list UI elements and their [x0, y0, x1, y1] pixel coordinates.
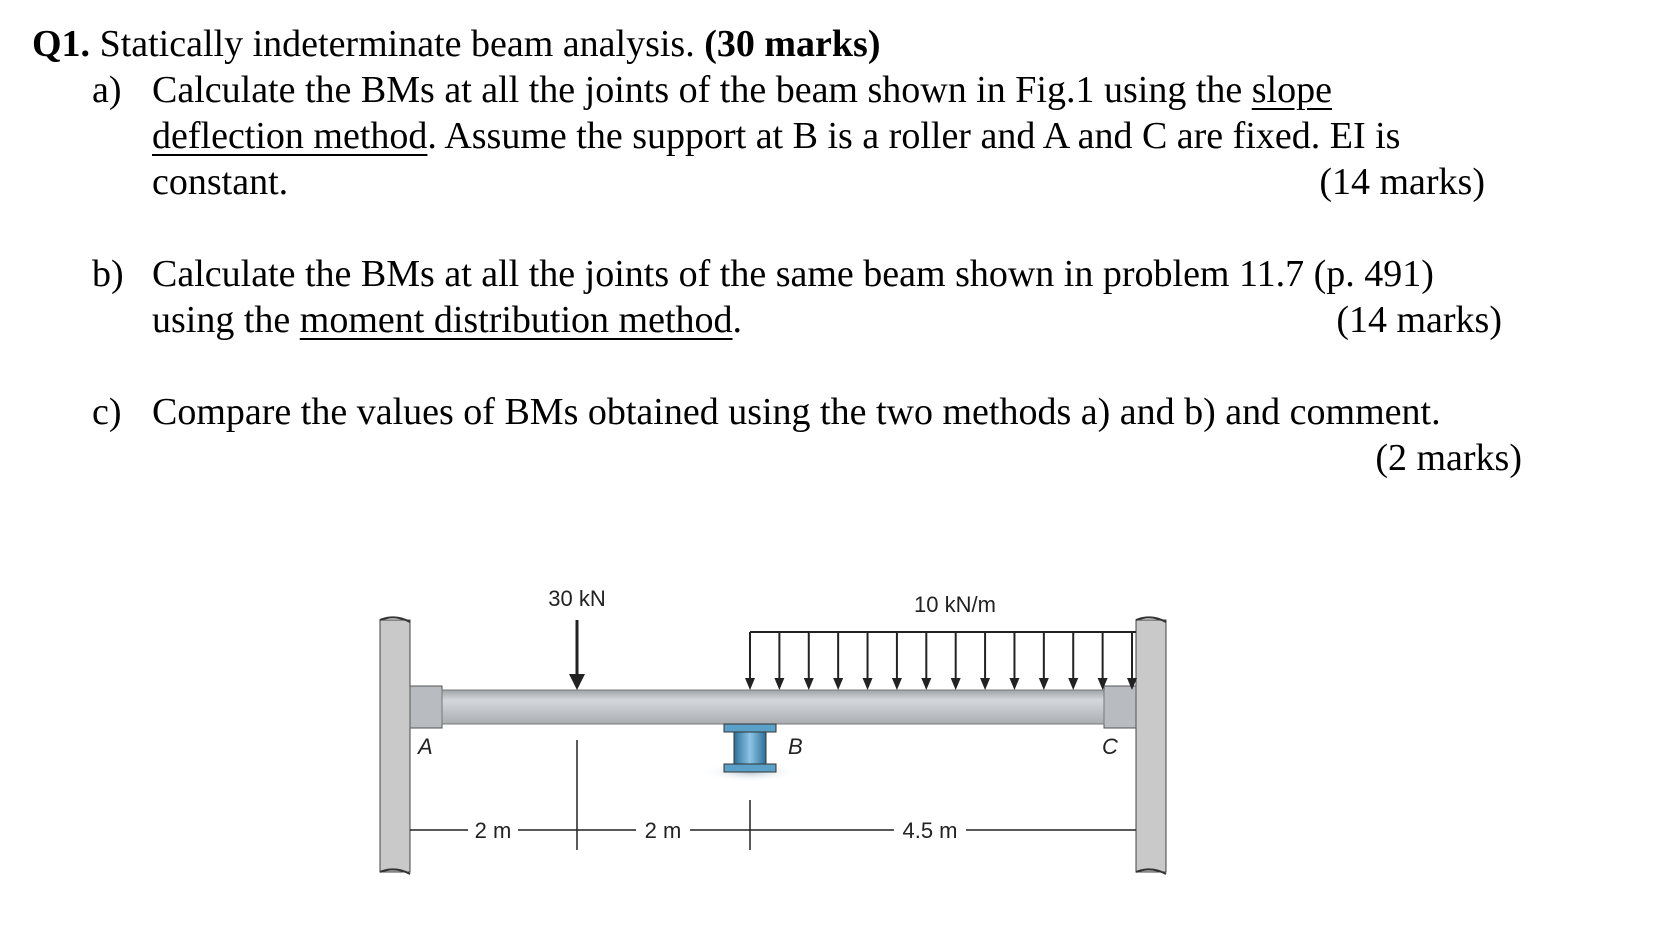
part-b-line1: Calculate the BMs at all the joints of the same beam shown in problem 11.7 (p. 491) — [152, 253, 1434, 295]
part-a-method-link2: deflection method — [152, 115, 428, 157]
part-b-method-link: moment distribution method — [299, 299, 733, 341]
part-c-line1: Compare the values of BMs obtained using the two methods a) and b) and comment. — [152, 391, 1441, 433]
question-marks: (30 marks) — [704, 23, 881, 65]
support-b-label: B — [788, 734, 803, 759]
support-a-label: A — [418, 734, 433, 759]
udl-arrow-head — [774, 678, 784, 690]
part-b-text3: . — [732, 299, 743, 341]
dimension-label-3: 4.5 m — [902, 818, 958, 843]
fixed-support-a — [380, 617, 442, 874]
udl-arrow-head — [892, 678, 902, 690]
part-c-label: c) — [92, 391, 122, 433]
part-a-line3: constant. — [152, 161, 289, 203]
udl-arrow-head — [745, 678, 755, 690]
support-c-label: C — [1102, 734, 1118, 759]
dimension-lines — [410, 740, 1136, 850]
part-b-marks: (14 marks) — [1336, 299, 1502, 341]
udl-arrow-head — [833, 678, 843, 690]
udl-arrow-head — [980, 678, 990, 690]
part-a-text2: . Assume the support at B is a roller and A and C are fixed. EI is — [427, 115, 1401, 157]
udl-arrow-head — [1068, 678, 1078, 690]
part-b-line2 — [152, 298, 742, 342]
part-a-marks: (14 marks) — [1319, 161, 1485, 203]
udl-arrow-head — [1009, 678, 1019, 690]
point-load-label: 30 kN — [548, 586, 606, 611]
question-title — [32, 22, 880, 66]
point-load-arrow — [569, 620, 585, 690]
dimension-label-2: 2 m — [644, 818, 682, 843]
udl-arrow-head — [863, 678, 873, 690]
part-a-line2 — [152, 114, 1400, 158]
part-b-text2: using the — [152, 299, 300, 341]
part-a-method-link1: slope — [1251, 69, 1332, 111]
question-title-text: Statically indeterminate beam analysis. — [99, 23, 695, 65]
part-b-label: b) — [92, 253, 124, 295]
udl-arrow-head — [804, 678, 814, 690]
roller-support-b — [702, 724, 798, 782]
beam — [442, 690, 1104, 724]
part-c-marks: (2 marks) — [1375, 437, 1522, 479]
part-a-line1 — [152, 68, 1332, 112]
question-number: Q1. — [32, 23, 91, 65]
udl-arrow-head — [951, 678, 961, 690]
udl-arrow-head — [1039, 678, 1049, 690]
part-a-text1: Calculate the BMs at all the joints of the beam shown in Fig.1 using the — [152, 69, 1252, 111]
dimension-label-1: 2 m — [474, 818, 512, 843]
udl-arrow-head — [921, 678, 931, 690]
beam-figure — [380, 586, 1180, 880]
distributed-load-label: 10 kN/m — [914, 592, 996, 617]
distributed-load — [745, 632, 1137, 690]
part-a-label: a) — [92, 69, 122, 111]
